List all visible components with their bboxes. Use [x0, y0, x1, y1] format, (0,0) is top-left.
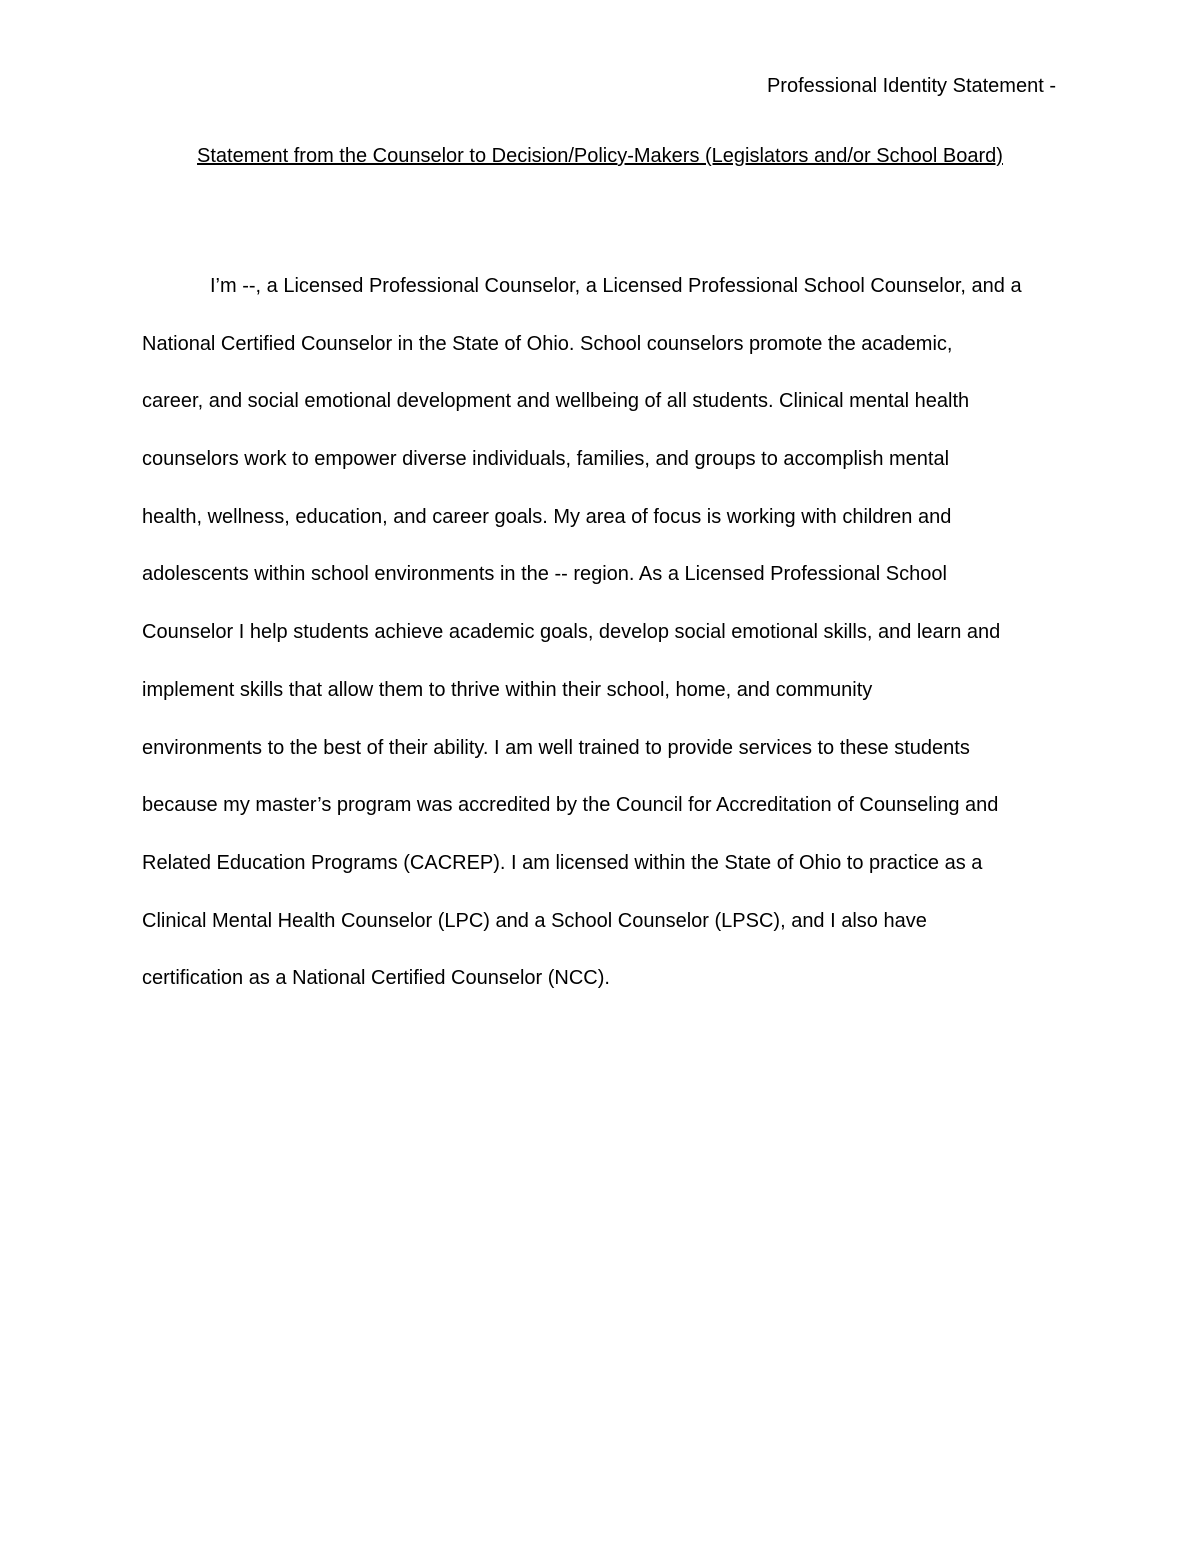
- body-paragraph: [142, 258, 1062, 1008]
- paragraph-line: implement skills that allow them to thrive within their school, home, and community: [142, 678, 873, 701]
- running-header: Professional Identity Statement -: [766, 75, 1056, 97]
- document-title: Statement from the Counselor to Decision/Policy-Makers (Legislators and/or School Board): [197, 145, 1003, 167]
- paragraph-line: I’m --, a Licensed Professional Counselor, a Licensed Professional School Counselor, and a: [210, 275, 1022, 297]
- paragraph-line: National Certified Counselor in the State of Ohio. School counselors promote the academic,: [142, 332, 953, 355]
- paragraph-line: Clinical Mental Health Counselor (LPC) and a School Counselor (LPSC), and I also have: [142, 909, 927, 932]
- paragraph-line: Related Education Programs (CACREP). I am licensed within the State of Ohio to practice as a: [142, 851, 983, 874]
- paragraph-line: environments to the best of their ability. I am well trained to provide services to these students: [142, 736, 970, 759]
- paragraph-line: because my master’s program was accredited by the Council for Accreditation of Counseling and: [142, 794, 999, 817]
- paragraph-line: adolescents within school environments in the -- region. As a Licensed Professional School: [142, 563, 947, 586]
- paragraph-line: career, and social emotional development and wellbeing of all students. Clinical mental health: [142, 390, 970, 413]
- paragraph-line: health, wellness, education, and career goals. My area of focus is working with children and: [142, 505, 952, 528]
- paragraph-line: counselors work to empower diverse individuals, families, and groups to accomplish mental: [142, 448, 950, 471]
- paragraph-line: certification as a National Certified Counselor (NCC).: [142, 967, 610, 990]
- paragraph-line: Counselor I help students achieve academic goals, develop social emotional skills, and learn and: [142, 621, 1001, 644]
